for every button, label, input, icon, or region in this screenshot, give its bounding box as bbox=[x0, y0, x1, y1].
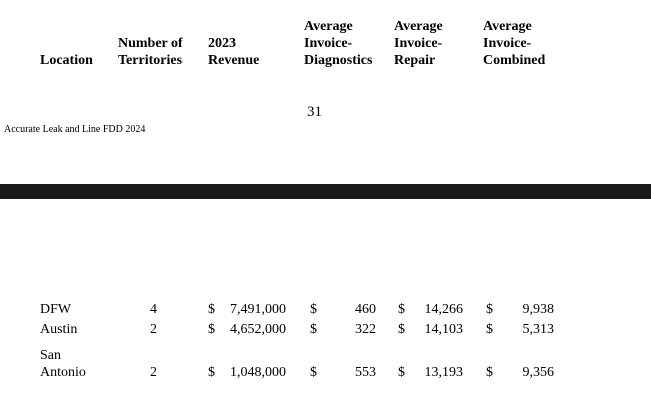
row-combined: 5,313 bbox=[522, 322, 554, 337]
row-repair-dollar: $ bbox=[398, 365, 405, 380]
header-diagnostics-line2: Invoice- bbox=[304, 36, 353, 51]
row-location: Austin bbox=[40, 322, 78, 337]
row-combined: 9,356 bbox=[522, 365, 554, 380]
document-footer: Accurate Leak and Line FDD 2024 bbox=[4, 124, 146, 135]
header-diagnostics-line1: Average bbox=[304, 19, 353, 34]
row-revenue-dollar: $ bbox=[208, 302, 215, 317]
page-divider-bar bbox=[0, 184, 651, 199]
row-combined-dollar: $ bbox=[486, 365, 493, 380]
row-combined-dollar: $ bbox=[486, 322, 493, 337]
header-revenue-line2: Revenue bbox=[208, 53, 260, 68]
row-combined: 9,938 bbox=[522, 302, 554, 317]
header-combined-line3: Combined bbox=[483, 53, 546, 68]
header-territories-line2: Territories bbox=[118, 53, 183, 68]
row-diagnostics: 553 bbox=[355, 365, 376, 380]
page-number: 31 bbox=[307, 104, 322, 120]
row-revenue: 1,048,000 bbox=[230, 365, 286, 380]
header-combined-line2: Invoice- bbox=[483, 36, 532, 51]
row-repair-dollar: $ bbox=[398, 322, 405, 337]
row-revenue: 7,491,000 bbox=[230, 302, 286, 317]
row-location-line1: San bbox=[40, 348, 61, 363]
row-territories: 2 bbox=[150, 322, 157, 337]
header-repair-line1: Average bbox=[394, 19, 443, 34]
row-revenue-dollar: $ bbox=[208, 365, 215, 380]
row-repair-dollar: $ bbox=[398, 302, 405, 317]
row-diagnostics-dollar: $ bbox=[310, 365, 317, 380]
row-diagnostics: 460 bbox=[355, 302, 376, 317]
row-revenue: 4,652,000 bbox=[230, 322, 286, 337]
row-diagnostics: 322 bbox=[355, 322, 376, 337]
header-diagnostics-line3: Diagnostics bbox=[304, 53, 373, 68]
row-diagnostics-dollar: $ bbox=[310, 302, 317, 317]
row-repair: 13,193 bbox=[424, 365, 463, 380]
header-location: Location bbox=[40, 53, 93, 68]
row-territories: 4 bbox=[150, 302, 157, 317]
row-territories: 2 bbox=[150, 365, 157, 380]
row-revenue-dollar: $ bbox=[208, 322, 215, 337]
row-combined-dollar: $ bbox=[486, 302, 493, 317]
header-combined-line1: Average bbox=[483, 19, 532, 34]
header-revenue-line1: 2023 bbox=[208, 36, 236, 51]
row-diagnostics-dollar: $ bbox=[310, 322, 317, 337]
header-repair-line3: Repair bbox=[394, 53, 436, 68]
row-repair: 14,103 bbox=[424, 322, 463, 337]
row-repair: 14,266 bbox=[424, 302, 463, 317]
row-location: DFW bbox=[40, 302, 72, 317]
header-repair-line2: Invoice- bbox=[394, 36, 443, 51]
row-location-line2: Antonio bbox=[40, 365, 86, 380]
header-territories-line1: Number of bbox=[118, 36, 183, 51]
